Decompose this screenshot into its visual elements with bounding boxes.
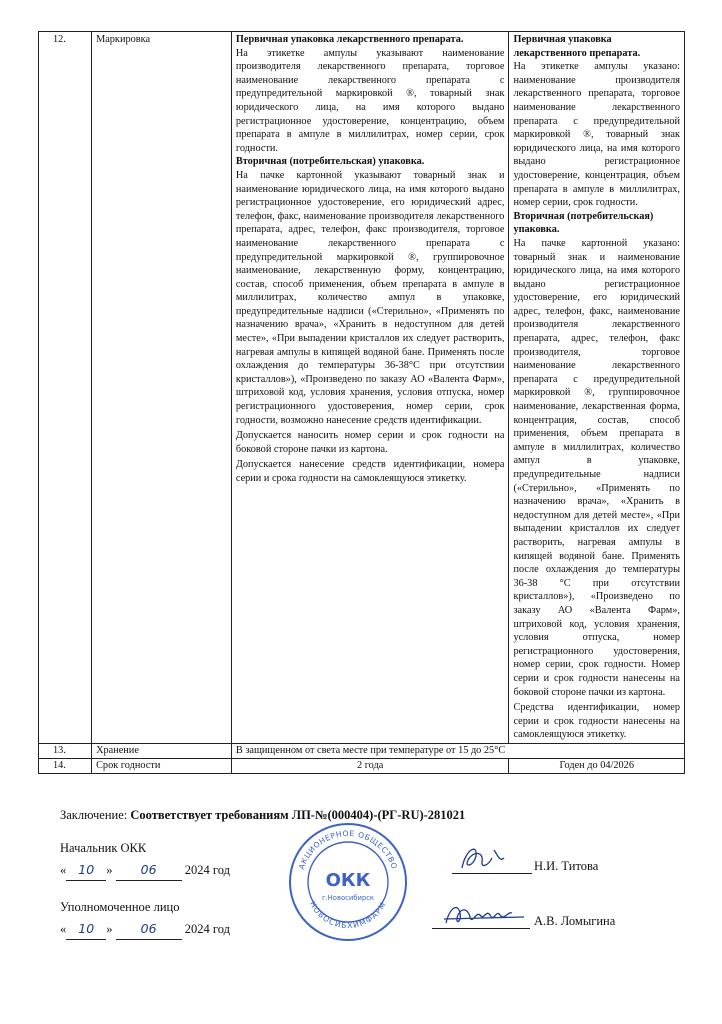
stamp-center: ОКК [325, 870, 371, 891]
row-number: 14. [39, 758, 92, 773]
signature-line [432, 928, 530, 929]
paragraph: Допускается наносить номер серии и срок годности на боковой стороне пачки из картона. [235, 430, 505, 455]
section-heading: Первичная упаковка лекарственного препарата. [235, 34, 464, 45]
row-parameter: Срок годности [92, 758, 232, 773]
shelf-life-result: Годен до 04/2026 [509, 758, 685, 773]
row-parameter: Хранение [92, 743, 232, 758]
specification-table [38, 31, 685, 774]
signer-title: Уполномоченное лицо [60, 900, 180, 914]
table-row-shelf-life [39, 758, 685, 773]
table-row-marking [39, 32, 685, 744]
quote-open: « [60, 863, 67, 877]
storage-value: В защищенном от света месте при температуре от 15 до 25°С [231, 743, 684, 758]
sign-date [60, 859, 230, 881]
paragraph: На этикетке ампулы указано: наименование производителя лекарственного препарата, торговое наименование лекарственного препарата с предупредительной маркировкой ®, товарный знак юридического лица, на имя которого выдано регистрационное удостоверение, концентрация, объем препарата в ампуле в миллилитрах, номер серии, срок годности. [513, 61, 680, 209]
section-heading: Вторичная (потребительская) упаковка. [235, 156, 425, 168]
date-day: 10 [66, 918, 106, 940]
signer-name: А.В. Ломыгина [534, 914, 616, 928]
company-stamp [286, 820, 410, 944]
date-day: 10 [66, 859, 106, 881]
signature-line [452, 873, 532, 874]
date-year: 2024 год [184, 922, 230, 936]
stamp-ring-top: АКЦИОНЕРНОЕ ОБЩЕСТВО [296, 828, 400, 871]
signer-name: Н.И. Титова [534, 859, 599, 873]
quote-close: » [106, 922, 113, 936]
date-month: 06 [116, 918, 182, 940]
paragraph: На пачке картонной указано: товарный знак и наименование юридического лица, на имя которого выдано регистрационное удостоверение, его юридический адрес, телефон, факс, наименование производителя лекарственного препарата, адрес, телефон, факс производителя, торговое наименование лекарственного препарата с предупредительной маркировкой ®, группировочное наименование, лекарственная форма, концентрация, состав, способ применения, объем препарата в ампуле в миллилитрах, количество ампул в упаковке, предупредительные надписи («Стерильно», «Применять по назначению врача», «Хранить в недоступном для детей месте», «При выпадении кристаллов их следует растворить, нагревая ампулы в кипящей водяной бане. Применять после охлаждения до температуры 36-38 °С при отсутствии кристаллов»), «Произведено по заказу АО «Валента Фарм», штриховой код, условия хранения, условия отпуска, номер регистрационного удостоверения, номер серии, срок годности. Номер серии и срок годности нанесены на боковой стороне пачки из картона. [513, 237, 680, 698]
row-parameter: Маркировка [92, 32, 232, 744]
sign-date [60, 918, 230, 940]
stamp-city: г.Новосибирск [321, 894, 375, 902]
paragraph: Допускается нанесение средств идентификации, номера серии и срока годности на самоклеящуюся этикетку. [235, 459, 505, 484]
authorized-signature-block [60, 897, 230, 940]
signer-title: Начальник ОКК [60, 841, 147, 855]
quote-close: » [106, 863, 113, 877]
paragraph: Средства идентификации, номер серии и срок годности нанесены на самоклеящуюся этикетку. [513, 702, 680, 741]
row-number: 12. [39, 32, 92, 744]
requirement-cell [231, 32, 509, 744]
table-row-storage [39, 743, 685, 758]
signature-titova [454, 838, 524, 878]
paragraph: На пачке картонной указывают товарный знак и наименование юридического лица, на имя которого выдано регистрационное удостоверение, его юридический адрес, телефон, факс, наименование производителя лекарственного препарата, адрес, телефон, факс производителя, торговое наименование лекарственного препарата с предупредительной маркировкой ®, группировочное наименование, лекарственную форму, концентрацию, состав, способ применения, объем препарата в ампуле в миллилитрах, количество ампул в упаковке, предупредительные надписи («Стерильно», «Применять по назначению врача», «Хранить в недоступном для детей месте», «При выпадении кристаллов их следует растворить, нагревая ампулы в кипящей водяной бане. Применять после охлаждения до температуры 36-38°С при отсутствии кристаллов»), «Произведено по заказу АО «Валента Фарм», штриховой код, условия хранения, условия отпуска, номер регистрационного удостоверения, номер серии, срок годности, возможно нанесение средств идентификации. [235, 169, 505, 426]
head-signature-block [60, 838, 230, 881]
row-number: 13. [39, 743, 92, 758]
quote-open: « [60, 922, 67, 936]
paragraph: На этикетке ампулы указывают наименование производителя лекарственного препарата, торговое наименование лекарственного препарата с предупредительной маркировкой ®, товарный знак юридического лица, на имя которого выдано регистрационное удостоверение, концентрацию, объем препарата в ампуле в миллилитрах, номер серии, срок годности. [235, 47, 505, 154]
date-year: 2024 год [184, 863, 230, 877]
conclusion-label: Заключение: [60, 808, 128, 822]
conclusion-text: Соответствует требованиям ЛП-№(000404)-(РГ-RU)-281021 [130, 808, 466, 822]
section-heading: Вторичная (потребительская) упаковка. [513, 210, 654, 236]
section-heading: Первичная упаковка лекарственного препарата. [513, 34, 641, 59]
stamp-ring-bottom: НОВОСИБХИМФАРМ [307, 899, 389, 931]
date-month: 06 [116, 859, 182, 881]
shelf-life-requirement: 2 года [231, 758, 509, 773]
result-cell [509, 32, 685, 744]
